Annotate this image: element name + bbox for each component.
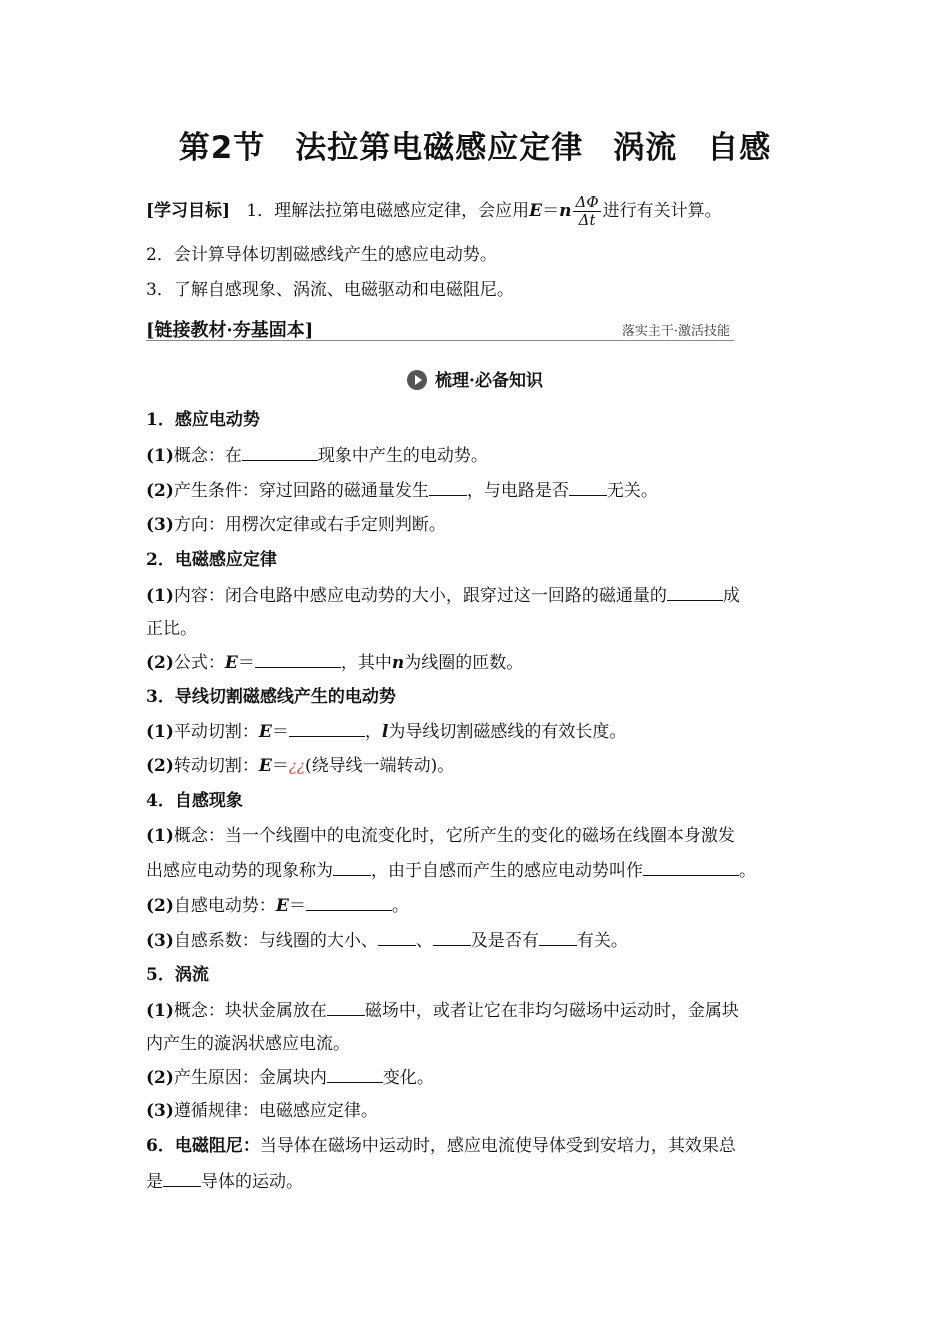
- fill-blank: [569, 478, 607, 496]
- s3-l1-c: 为导线切割磁感线的有效长度。: [388, 722, 627, 742]
- s4-l3-num: (3): [146, 931, 174, 951]
- s5-line1: [146, 998, 739, 1023]
- objective-1-text: 1．理解法拉第电磁感应定律，会应用: [246, 201, 530, 221]
- s5-l2-num: (2): [146, 1068, 174, 1088]
- s5-l1-num: (1): [146, 1001, 174, 1021]
- s3-l1-a: 平动切割：: [173, 722, 259, 742]
- s2-l1-b: 成: [722, 586, 740, 606]
- fill-blank: [429, 478, 467, 496]
- fill-blank: [289, 719, 365, 737]
- s5-l3-a: 遵循规律：电磁感应定律。: [173, 1101, 378, 1121]
- s4-l2-a: 自感电动势：: [173, 896, 276, 916]
- objectives-label: [学习目标]: [146, 201, 231, 221]
- s1-line3: [146, 513, 446, 537]
- s1-l3-num: (3): [146, 515, 174, 535]
- s2-l2-num: (2): [146, 653, 174, 673]
- section-subtitle: 落实主干·激活技能: [621, 324, 730, 339]
- formula-e: E: [275, 896, 289, 916]
- s4-l1-c: 出感应电动势的现象称为: [146, 861, 333, 881]
- s5-l1-a: 概念：块状金属放在: [173, 1001, 327, 1021]
- subsection-heading: [0, 366, 950, 391]
- s5-l3-num: (3): [146, 1101, 174, 1121]
- objective-3: 3．了解自感现象、涡流、电磁驱动和电磁阻尼。: [146, 280, 514, 300]
- formula-e: E: [258, 756, 272, 776]
- s1-line1: [146, 443, 488, 468]
- s1-l2-c: 无关。: [606, 481, 658, 501]
- objective-1: [146, 194, 722, 229]
- s4-l3-d: 有关。: [576, 931, 628, 951]
- fill-blank: [327, 1065, 383, 1083]
- formula-l: l: [381, 722, 389, 742]
- formula-fraction: [573, 194, 600, 229]
- s2-line1-cont: 正比。: [146, 619, 197, 639]
- s3-l1-num: (1): [146, 722, 174, 742]
- s6-l1-a: 当导体在磁场中运动时，感应电流使导体受到安培力，其效果总: [259, 1136, 736, 1156]
- fraction-denominator: Δt: [578, 211, 596, 229]
- fill-blank: [242, 443, 318, 461]
- s1-l1-b: 现象中产生的电动势。: [317, 446, 488, 466]
- s2-l1-a: 内容：闭合电路中感应电动势的大小，跟穿过这一回路的磁通量的: [173, 586, 667, 606]
- title-section-number: 第2节: [178, 130, 266, 166]
- formula-eq: ＝: [237, 653, 255, 673]
- s3-line2: [146, 754, 454, 778]
- s5-l1-b: 磁场中，或者让它在非均匀磁场中运动时，金属块: [364, 1001, 739, 1021]
- s3-l1-b: ，: [364, 722, 382, 742]
- s5-line1-cont: 内产生的漩涡状感应电流。: [146, 1034, 350, 1054]
- formula-n: n: [559, 201, 572, 221]
- fill-blank: [643, 858, 739, 876]
- s4-l1-e: 。: [739, 861, 756, 881]
- fraction-numerator: ΔΦ: [575, 193, 599, 211]
- s2-l2-a: 公式：: [173, 653, 225, 673]
- s6-heading: 6．电磁阻尼：: [146, 1136, 260, 1156]
- s1-l2-a: 产生条件：穿过回路的磁通量发生: [173, 481, 429, 501]
- formula-eq: ＝: [542, 201, 560, 221]
- s1-l2-num: (2): [146, 481, 174, 501]
- s1-heading: 1．感应电动势: [146, 410, 260, 430]
- formula-e: E: [224, 653, 238, 673]
- s5-l2-b: 变化。: [382, 1068, 434, 1088]
- formula-eq: ＝: [288, 896, 306, 916]
- formula-e: E: [258, 722, 272, 742]
- s1-l1-num: (1): [146, 446, 174, 466]
- s2-l1-num: (1): [146, 586, 174, 606]
- s6-line1: [146, 1134, 736, 1158]
- s5-line2: [146, 1065, 434, 1090]
- s3-l2-num: (2): [146, 756, 174, 776]
- s3-l2-b: (绕导线一端转动)。: [304, 756, 455, 776]
- s4-l1-a: 概念：当一个线圈中的电流变化时，它所产生的变化的磁场在线圈本身激发: [173, 826, 735, 846]
- fill-blank: [667, 583, 723, 601]
- s3-heading: 3．导线切割磁感线产生的电动势: [146, 687, 396, 707]
- fill-blank: [255, 650, 341, 668]
- s4-l1-num: (1): [146, 826, 174, 846]
- s4-line1-cont: [146, 858, 756, 883]
- s3-l2-a: 转动切割：: [173, 756, 259, 776]
- s6-l2-b: 导体的运动。: [201, 1172, 303, 1192]
- section-title: [链接教材·夯基固本]: [146, 320, 314, 341]
- formula-eq: ＝: [271, 756, 289, 776]
- s5-heading: 5．涡流: [146, 965, 209, 985]
- s1-l2-b: ，与电路是否: [466, 481, 569, 501]
- s1-l1-a: 概念：在: [173, 446, 242, 466]
- s1-l3-a: 方向：用楞次定律或右手定则判断。: [173, 515, 446, 535]
- objective-2: 2．会计算导体切割磁感线产生的感应电动势。: [146, 245, 497, 265]
- subsection-heading-text: 梳理·必备知识: [435, 371, 543, 391]
- page-title: [0, 122, 950, 167]
- s4-l2-b: 。: [391, 896, 409, 916]
- s4-l3-b: 、: [415, 931, 433, 951]
- s5-l2-a: 产生原因：金属块内: [173, 1068, 327, 1088]
- broken-formula-glyph: ¿¿: [288, 757, 305, 775]
- fill-blank: [433, 928, 471, 946]
- s4-line2: [146, 893, 409, 918]
- title-eddy: 涡流: [613, 130, 678, 166]
- s4-l2-num: (2): [146, 896, 174, 916]
- s4-line3: [146, 928, 628, 953]
- fill-blank: [378, 928, 416, 946]
- fill-blank: [539, 928, 577, 946]
- s2-line1: [146, 583, 740, 608]
- fill-blank: [306, 893, 392, 911]
- s2-l2-b: ，其中: [340, 653, 392, 673]
- s4-heading: 4．自感现象: [146, 791, 243, 811]
- title-main: 法拉第电磁感应定律: [295, 130, 584, 166]
- s2-heading: 2．电磁感应定律: [146, 550, 277, 570]
- s2-line2: [146, 650, 523, 675]
- s3-line1: [146, 719, 626, 744]
- formula-e: E: [529, 201, 543, 221]
- s4-l3-c: 及是否有: [470, 931, 539, 951]
- fill-blank: [163, 1169, 201, 1187]
- s6-l2-a: 是: [146, 1172, 163, 1192]
- fill-blank: [333, 858, 371, 876]
- play-icon: [407, 370, 427, 390]
- s4-l3-a: 自感系数：与线圈的大小、: [173, 931, 378, 951]
- s4-line1: [146, 824, 735, 848]
- s5-line3: [146, 1099, 378, 1123]
- title-self-induction: 自感: [707, 130, 772, 166]
- s1-line2: [146, 478, 658, 503]
- s4-l1-d: ，由于自感而产生的感应电动势叫作: [371, 861, 643, 881]
- formula-n: n: [391, 653, 405, 673]
- formula-eq: ＝: [271, 722, 289, 742]
- objective-1-tail: 进行有关计算。: [602, 201, 722, 221]
- s2-l2-c: 为线圈的匝数。: [404, 653, 524, 673]
- section-bar: [146, 316, 734, 341]
- s6-line2: [146, 1169, 303, 1194]
- fill-blank: [327, 998, 365, 1016]
